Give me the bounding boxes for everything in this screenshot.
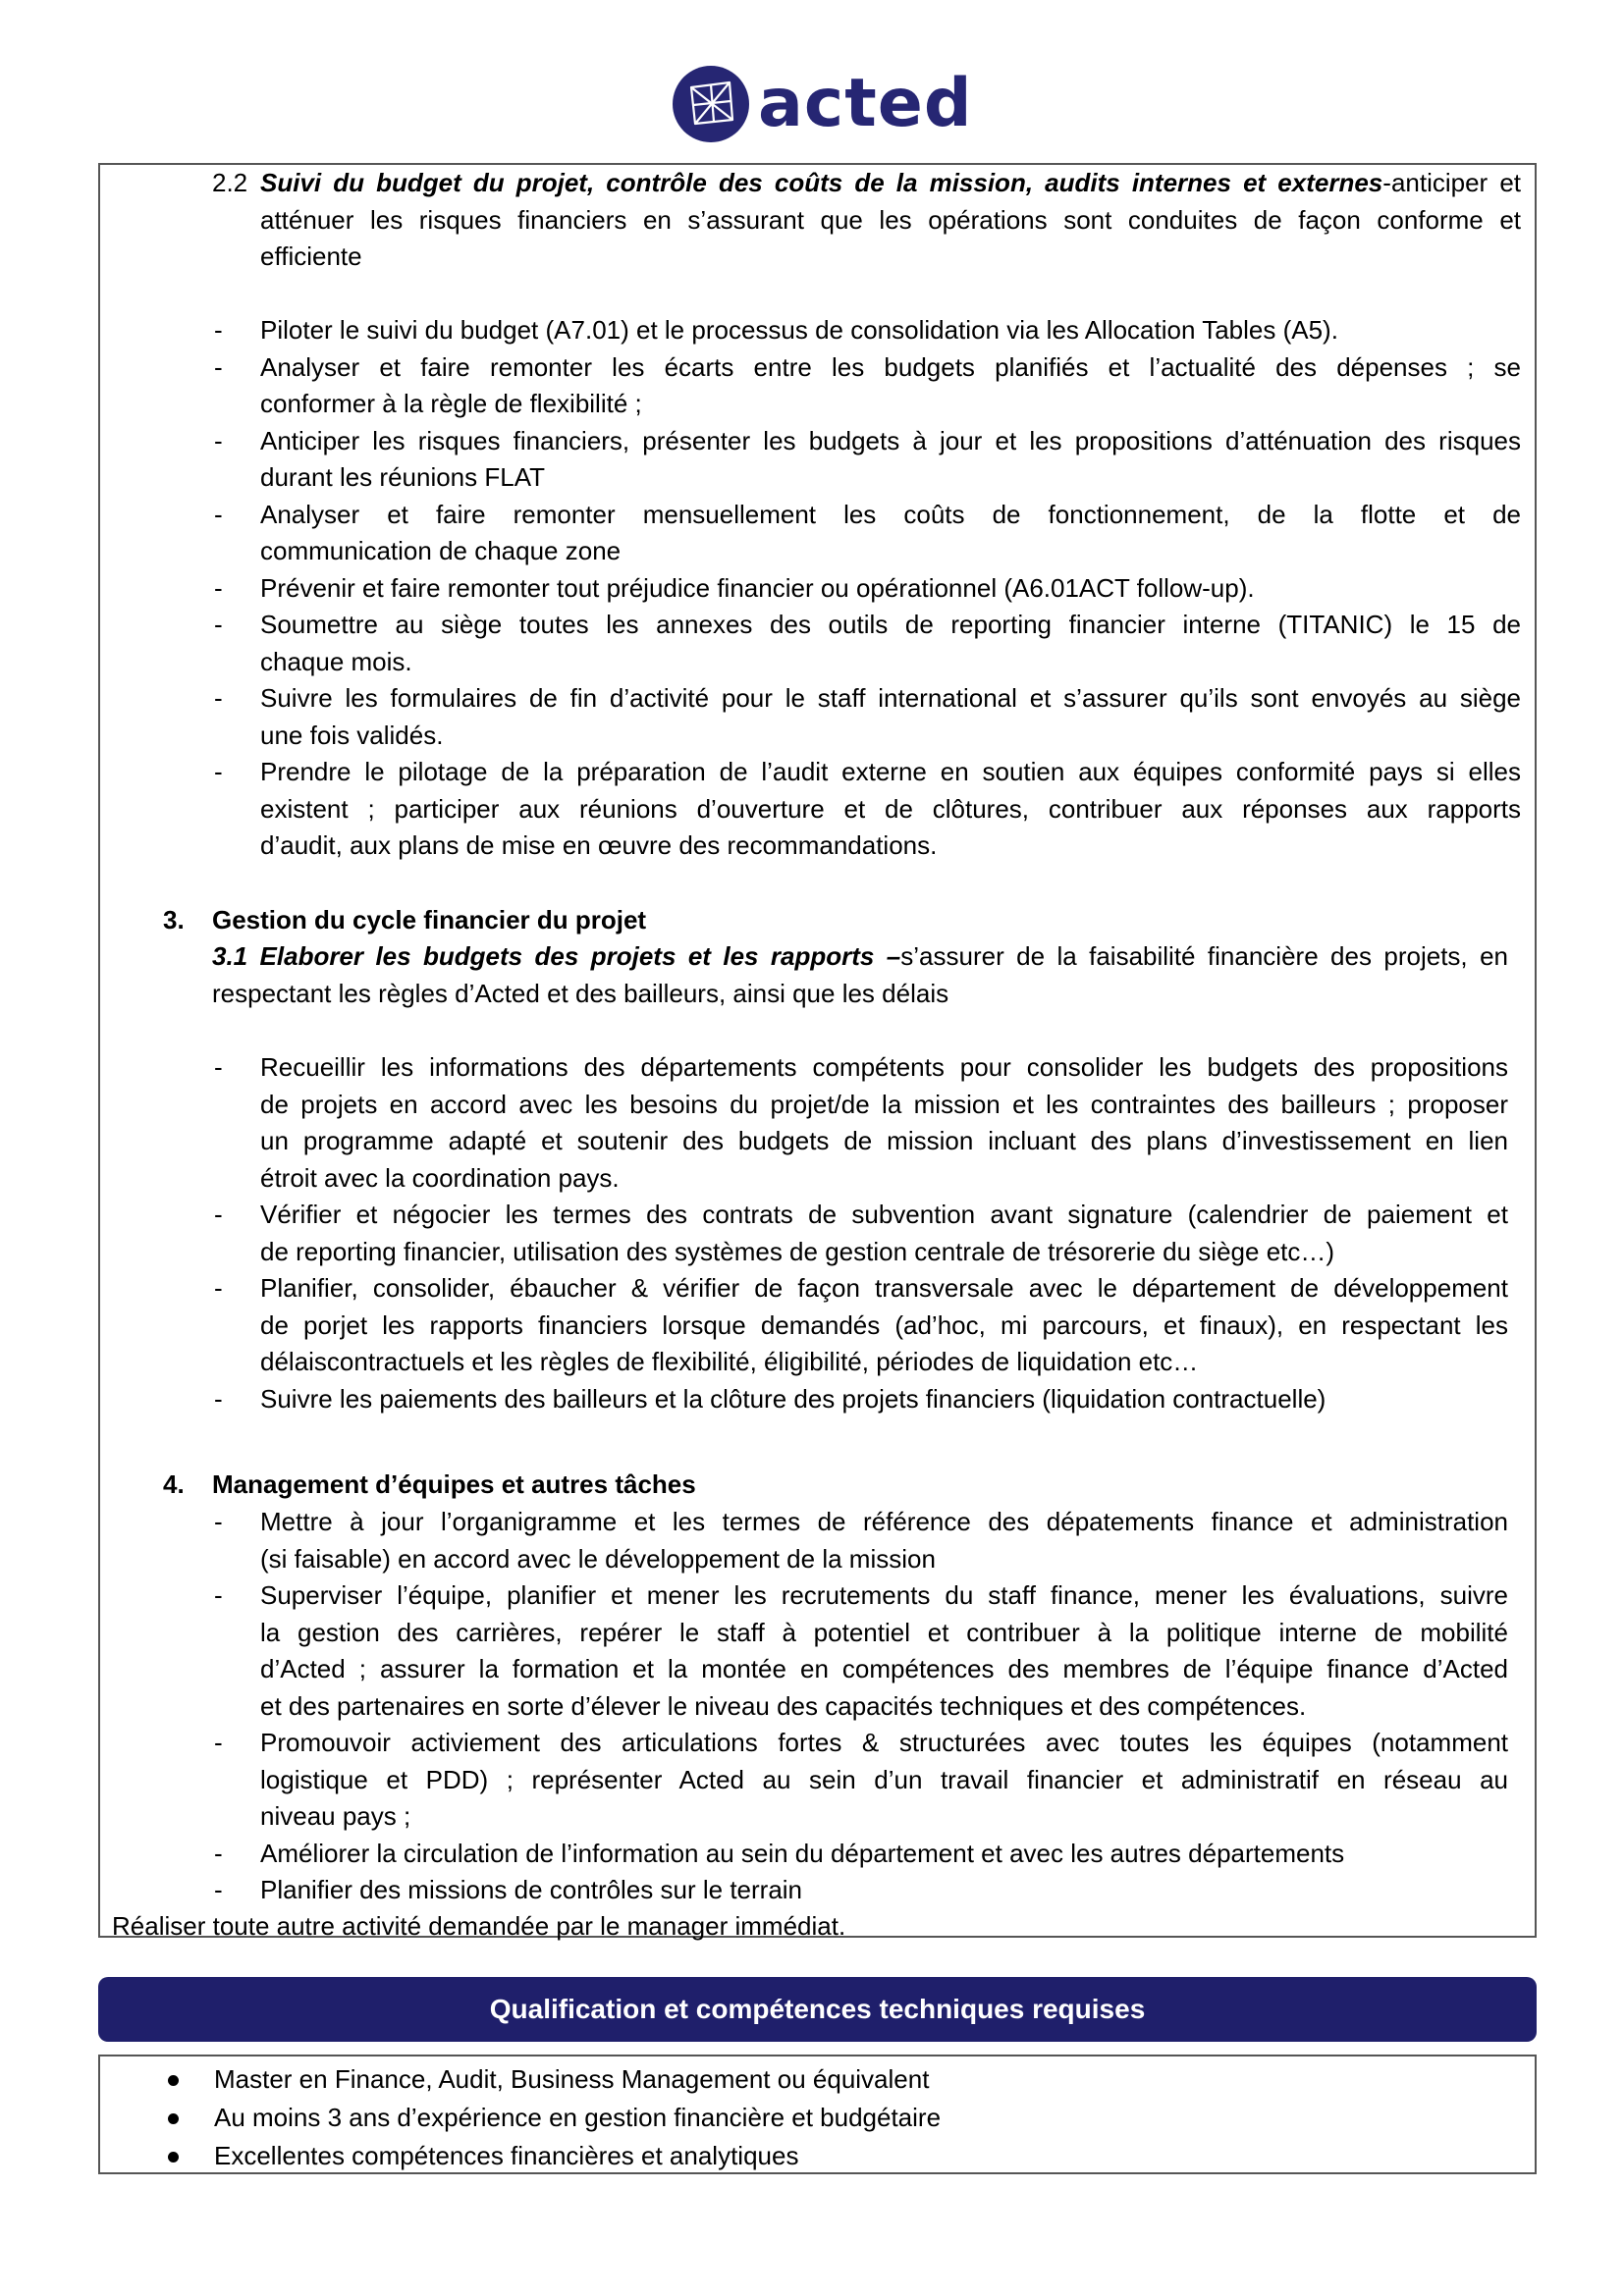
section-4-num: 4. bbox=[163, 1469, 185, 1499]
list-dash: - bbox=[214, 1728, 223, 1757]
list-item-line: Soumettre au siège toutes les annexes des outils de reporting financier interne (TITANIC) le 15 de bbox=[260, 610, 1521, 639]
list-item-line: un programme adapté et soutenir des budgets de mission incluant des plans d’investissement en lien bbox=[260, 1126, 1508, 1155]
list-item-line: d’Acted ; assurer la formation et la montée en compétences des membres de l’équipe finance d’Acted bbox=[260, 1654, 1508, 1683]
list-dash: - bbox=[214, 1507, 223, 1536]
list-item-line: Piloter le suivi du budget (A7.01) et le processus de consolidation via les Allocation Tables (A5). bbox=[260, 315, 1338, 345]
list-item-line: de reporting financier, utilisation des systèmes de gestion centrale de trésorerie du siège etc…) bbox=[260, 1236, 1335, 1266]
list-dash: - bbox=[214, 610, 223, 639]
list-item-line: de projets en accord avec les besoins du projet/de la mission et les contraintes des bailleurs ; proposer bbox=[260, 1089, 1508, 1119]
list-item-line: étroit avec la coordination pays. bbox=[260, 1162, 620, 1193]
list-item-line: Analyser et faire remonter mensuellement les coûts de fonctionnement, de la flotte et de bbox=[260, 499, 1521, 529]
list-item-line: Prévenir et faire remonter tout préjudice financier ou opérationnel (A6.01ACT follow-up). bbox=[260, 572, 1255, 603]
list-item-line: chaque mois. bbox=[260, 646, 412, 676]
list-item-line: Planifier des missions de contrôles sur le terrain bbox=[260, 1875, 803, 1904]
section-2-2-num: 2.2 bbox=[212, 168, 248, 197]
list-item-line: Promouvoir activiement des articulations fortes & structurées avec toutes les équipes (notamment bbox=[260, 1728, 1508, 1757]
section-4-heading: Management d’équipes et autres tâches bbox=[212, 1469, 696, 1499]
acted-compass-logo-icon bbox=[672, 65, 750, 143]
list-item-line: Superviser l’équipe, planifier et mener les recrutements du staff finance, mener les évaluations, suivre bbox=[260, 1580, 1508, 1610]
list-item-line: Mettre à jour l’organigramme et les termes de référence des dépatements finance et administration bbox=[260, 1507, 1508, 1536]
list-dash: - bbox=[214, 1273, 223, 1303]
qualification-item: Master en Finance, Audit, Business Management ou équivalent bbox=[214, 2064, 930, 2094]
list-dash: - bbox=[214, 1383, 223, 1414]
list-item-line: Analyser et faire remonter les écarts entre les budgets planifiés et l’actualité des dépenses ; se bbox=[260, 351, 1521, 382]
qualification-section-title: Qualification et compétences techniques requises bbox=[489, 1994, 1146, 2024]
section-3-1-title-rest: s’assurer de la faisabilité financière des projets, en bbox=[900, 941, 1508, 971]
section-3-heading: Gestion du cycle financier du projet bbox=[212, 905, 647, 934]
list-item-line: durant les réunions FLAT bbox=[260, 462, 545, 492]
list-item-line: Suivre les paiements des bailleurs et la clôture des projets financiers (liquidation contractuelle) bbox=[260, 1383, 1326, 1414]
bullet-dot-icon bbox=[168, 2075, 179, 2086]
list-item-line: Améliorer la circulation de l’information au sein du département et avec les autres départements bbox=[260, 1838, 1345, 1868]
list-item-line: la gestion des carrières, repérer le staff à potentiel et contribuer à la politique interne de mobilité bbox=[260, 1617, 1508, 1647]
list-item-line: d’audit, aux plans de mise en œuvre des recommandations. bbox=[260, 830, 938, 860]
section-3-1-title: 3.1 Elaborer les budgets des projets et les rapports – bbox=[212, 941, 901, 971]
list-dash: - bbox=[214, 1052, 223, 1082]
final-activity-line: Réaliser toute autre activité demandée par le manager immédiat. bbox=[112, 1911, 846, 1941]
list-dash: - bbox=[214, 315, 223, 345]
section-3-1-desc-line: respectant les règles d’Acted et des bailleurs, ainsi que les délais bbox=[212, 979, 949, 1008]
list-dash: - bbox=[214, 351, 223, 382]
list-item-line: une fois validés. bbox=[260, 720, 444, 750]
section-2-2-desc-line: efficiente bbox=[260, 241, 362, 271]
list-item-line: Anticiper les risques financiers, présenter les budgets à jour et les propositions d’atténuation des risques bbox=[260, 425, 1521, 455]
list-item-line: de porjet les rapports financiers lorsque demandés (ad’hoc, mi parcours, et finaux), en respectant les bbox=[260, 1309, 1508, 1340]
list-item-line: et des partenaires en sorte d’élever le niveau des capacités techniques et des compétences. bbox=[260, 1690, 1307, 1721]
section-2-2-title-rest: -anticiper et bbox=[1382, 168, 1522, 197]
qualification-section-header bbox=[98, 1977, 1537, 2042]
list-item-line: logistique et PDD) ; représenter Acted au sein d’un travail financier et administratif en réseau au bbox=[260, 1764, 1508, 1794]
section-3-num: 3. bbox=[163, 905, 185, 934]
list-item-line: Suivre les formulaires de fin d’activité pour le staff international et s’assurer qu’ils sont envoyés au siège bbox=[260, 683, 1521, 713]
list-item-line: Planifier, consolider, ébaucher & vérifier de façon transversale avec le département de développement bbox=[260, 1273, 1508, 1303]
list-item-line: (si faisable) en accord avec le développement de la mission bbox=[260, 1543, 936, 1574]
list-dash: - bbox=[214, 1200, 223, 1229]
list-item-line: délaiscontractuels et les règles de flexibilité, éligibilité, périodes de liquidation etc… bbox=[260, 1347, 1199, 1376]
list-item-line: niveau pays ; bbox=[260, 1801, 411, 1831]
section-2-2-title-line bbox=[260, 165, 1521, 202]
list-item-line: existent ; participer aux réunions d’ouverture et de clôtures, contribuer aux réponses aux rapports bbox=[260, 793, 1521, 824]
list-dash: - bbox=[214, 757, 223, 786]
list-dash: - bbox=[214, 1875, 223, 1904]
list-dash: - bbox=[214, 683, 223, 713]
section-2-2-title: Suivi du budget du projet, contrôle des coûts de la mission, audits internes et externes bbox=[260, 168, 1383, 197]
section-2-2-desc-line: atténuer les risques financiers en s’assurant que les opérations sont conduites de façon conforme et bbox=[260, 205, 1521, 235]
bullet-dot-icon bbox=[168, 2152, 179, 2163]
list-item-line: Vérifier et négocier les termes des contrats de subvention avant signature (calendrier de paiement et bbox=[260, 1200, 1508, 1229]
list-item-line: communication de chaque zone bbox=[260, 536, 622, 565]
acted-logo bbox=[672, 63, 973, 145]
list-item-line: conformer à la règle de flexibilité ; bbox=[260, 389, 642, 418]
list-item-line: Recueillir les informations des départements compétents pour consolider les budgets des propositions bbox=[260, 1052, 1508, 1082]
list-dash: - bbox=[214, 1838, 223, 1868]
qualification-item: Excellentes compétences financières et analytiques bbox=[214, 2141, 799, 2170]
section-3-1-title-line bbox=[212, 938, 1508, 976]
list-dash: - bbox=[214, 499, 223, 529]
qualification-item: Au moins 3 ans d’expérience en gestion financière et budgétaire bbox=[214, 2103, 942, 2132]
list-dash: - bbox=[214, 572, 223, 603]
list-dash: - bbox=[214, 425, 223, 455]
bullet-dot-icon bbox=[168, 2113, 179, 2124]
list-item-line: Prendre le pilotage de la préparation de l’audit externe en soutien aux équipes conformité pays si elles bbox=[260, 757, 1521, 786]
logo-text: acted bbox=[758, 65, 973, 142]
list-dash: - bbox=[214, 1580, 223, 1610]
